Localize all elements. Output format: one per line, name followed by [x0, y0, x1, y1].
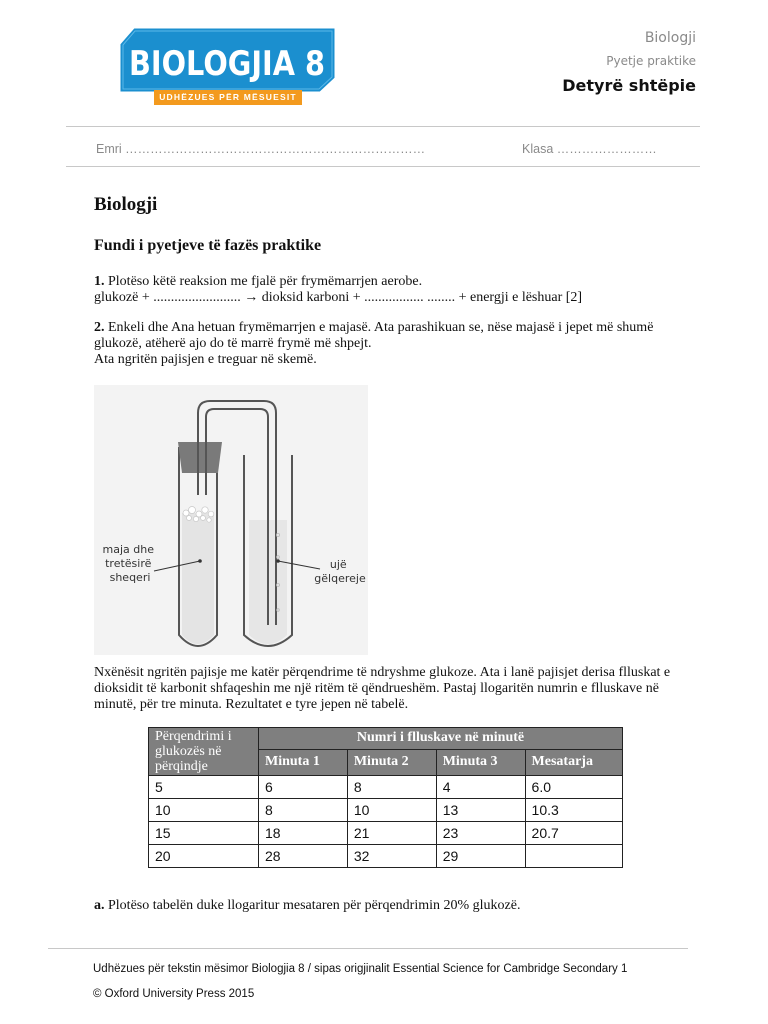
- question-2-text2: Ata ngritën pajisjen e treguar në skemë.: [94, 352, 317, 367]
- subsection-title: Fundi i pyetjeve të fazës praktike: [94, 237, 322, 254]
- fields-divider: [66, 166, 700, 167]
- table-header-concentration: Përqendrimi i glukozës në përqindje: [149, 728, 259, 776]
- question-2-text: Enkeli dhe Ana hetuan frymëmarrjen e majasë. Ata parashikuan se, nëse majasë i jepet më shumë glukozë, atëherë ajo do të marrë frymë më shpejt.: [94, 320, 654, 351]
- question-a-text: Plotëso tabelën duke llogaritur mesataren për përqendrimin 20% glukozë.: [108, 898, 521, 913]
- footer-credit: Udhëzues për tekstin mësimor Biologjia 8 / sipas origjinalit Essential Science for Cambridge Secondary 1: [93, 963, 628, 975]
- table-cell: 4: [436, 776, 525, 799]
- table-cell: 18: [259, 822, 348, 845]
- book-logo: [120, 28, 335, 92]
- table-row: [149, 799, 623, 822]
- table-cell: 13: [436, 799, 525, 822]
- table-cell: 6: [259, 776, 348, 799]
- logo-text: BIOLOGJIA 8: [129, 44, 325, 84]
- table-cell: 10: [149, 799, 259, 822]
- table-header-bubbles: Numri i flluskave në minutë: [259, 728, 623, 750]
- question-1: [94, 274, 684, 306]
- results-table: [148, 727, 623, 868]
- question-1-number: 1.: [94, 274, 105, 289]
- class-field[interactable]: Klasa ……………………: [522, 142, 657, 156]
- header-subject: Biologji: [644, 30, 696, 46]
- table-cell: 15: [149, 822, 259, 845]
- table-cell: 8: [259, 799, 348, 822]
- question-1-text: Plotëso këtë reaksion me fjalë për frymëmarrjen aerobe.: [108, 274, 423, 289]
- label-yeast-line-1: maja dhe: [102, 543, 154, 556]
- header-subtitle: Pyetje praktike: [606, 54, 696, 68]
- footer-divider: [48, 948, 688, 949]
- table-header-mean: Mesatarja: [525, 749, 622, 775]
- question-2-body: Nxënësit ngritën pajisje me katër përqendrime të ndryshme glukoze. Ata i lanë pajisjet derisa flluskat e dioksidit të karbonit shfaqeshin me një ritëm të qëndrueshëm. Pastaj llogaritën numrin e flluskave në minutë, për tre minuta. Rezultatet e tyre jepen në tabelë.: [94, 665, 671, 712]
- header-doc-type: Detyrë shtëpie: [562, 76, 696, 95]
- table-cell: 6.0: [525, 776, 622, 799]
- question-a: [94, 898, 684, 914]
- label-limewater-line-1: ujë: [329, 558, 347, 571]
- table-header-minute-1: Minuta 1: [259, 749, 348, 775]
- apparatus-diagram: [94, 385, 368, 655]
- label-yeast-line-3: sheqeri: [109, 571, 151, 584]
- table-row: [149, 845, 623, 868]
- table-cell: 5: [149, 776, 259, 799]
- label-yeast: [103, 543, 158, 584]
- logo-tagline: UDHËZUES PËR MËSUESIT: [154, 90, 302, 105]
- table-header-minute-2: Minuta 2: [347, 749, 436, 775]
- table-row: [149, 776, 623, 799]
- table-cell: 32: [347, 845, 436, 868]
- label-yeast-line-2: tretësirë: [105, 557, 152, 570]
- table-cell: 28: [259, 845, 348, 868]
- footer-copyright: © Oxford University Press 2015: [93, 988, 255, 1000]
- mean-answer-cell[interactable]: [525, 845, 622, 868]
- table-cell: 8: [347, 776, 436, 799]
- table-cell: 23: [436, 822, 525, 845]
- table-cell: 10: [347, 799, 436, 822]
- table-cell: 29: [436, 845, 525, 868]
- question-1-equation: glukozë + ......................... → dioksid karboni + ................. ........ + energji e lëshuar [2]: [94, 290, 583, 305]
- table-row: [149, 822, 623, 845]
- header-divider: [66, 126, 700, 127]
- table-header-minute-3: Minuta 3: [436, 749, 525, 775]
- table-cell: 21: [347, 822, 436, 845]
- table-cell: 10.3: [525, 799, 622, 822]
- question-a-label: a.: [94, 898, 105, 913]
- table-cell: 20.7: [525, 822, 622, 845]
- label-limewater-line-2: gëlqereje: [314, 572, 366, 585]
- table-cell: 20: [149, 845, 259, 868]
- section-title: Biologji: [94, 194, 158, 215]
- question-2-number: 2.: [94, 320, 105, 335]
- name-field[interactable]: Emri ………………………………………………………………: [96, 142, 426, 156]
- question-2: [94, 320, 684, 368]
